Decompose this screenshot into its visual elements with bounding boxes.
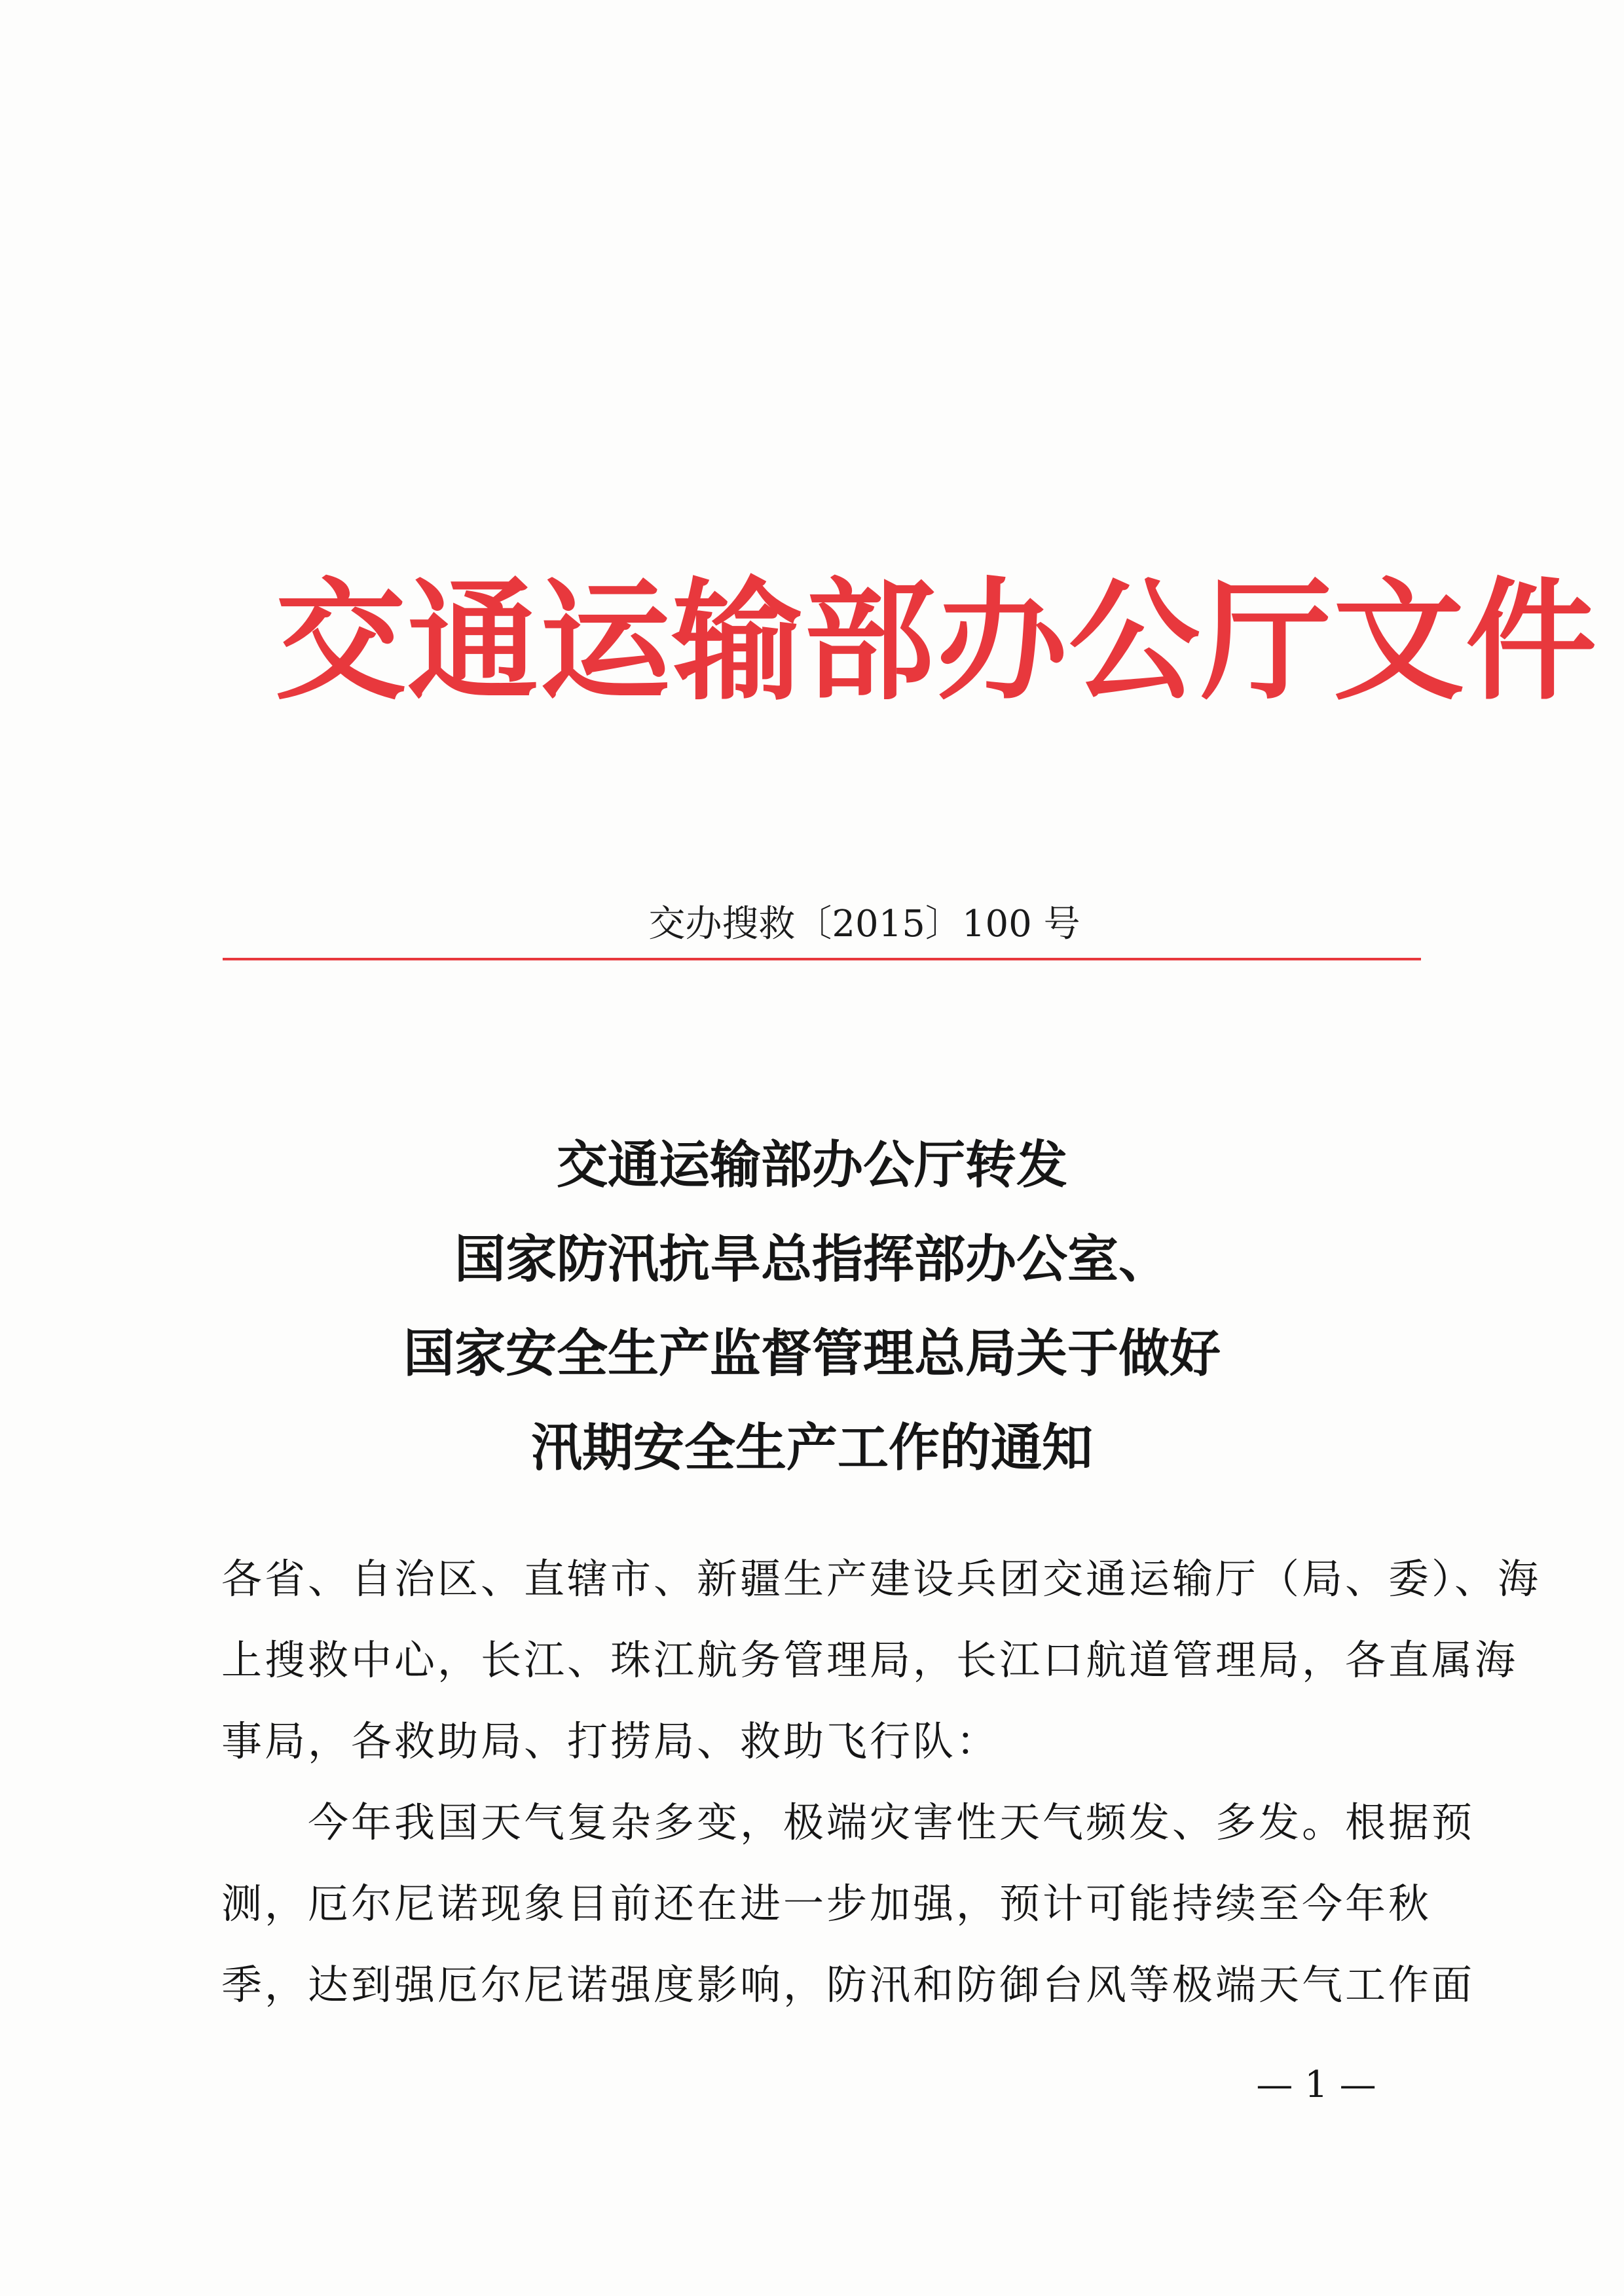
issuing-authority-header: 交通运输部办公厅文件 xyxy=(275,564,1598,718)
paragraph-line: 今年我国天气复杂多变，极端灾害性天气频发、多发。根据预 xyxy=(308,1798,1475,1846)
title-line: 国家安全生产监督管理总局关于做好 xyxy=(403,1324,1221,1383)
recipients-block xyxy=(221,1539,1541,1782)
recipients-line: 事局，各救助局、打捞局、救助飞行队： xyxy=(221,1717,1000,1765)
document-number: 交办搜救〔2015〕100 号 xyxy=(648,903,1080,945)
document-title xyxy=(196,1118,1428,1495)
paragraph-line: 季，达到强厄尔尼诺强度影响，防汛和防御台风等极端天气工作面 xyxy=(221,1961,1475,2009)
header-red-rule xyxy=(223,958,1421,960)
title-line: 交通运输部办公厅转发 xyxy=(556,1136,1067,1195)
page-number: — 1 — xyxy=(1256,2064,1376,2106)
paragraph-line: 测，厄尔尼诺现象目前还在进一步加强，预计可能持续至今年秋 xyxy=(221,1880,1432,1927)
title-line: 汛期安全生产工作的通知 xyxy=(530,1419,1093,1478)
title-line: 国家防汛抗旱总指挥部办公室、 xyxy=(454,1230,1170,1289)
recipients-line: 上搜救中心，长江、珠江航务管理局，长江口航道管理局，各直属海 xyxy=(221,1636,1519,1684)
recipients-line: 各省、自治区、直辖市、新疆生产建设兵团交通运输厅（局、委）、海 xyxy=(221,1555,1541,1603)
body-paragraph xyxy=(221,1782,1475,2026)
